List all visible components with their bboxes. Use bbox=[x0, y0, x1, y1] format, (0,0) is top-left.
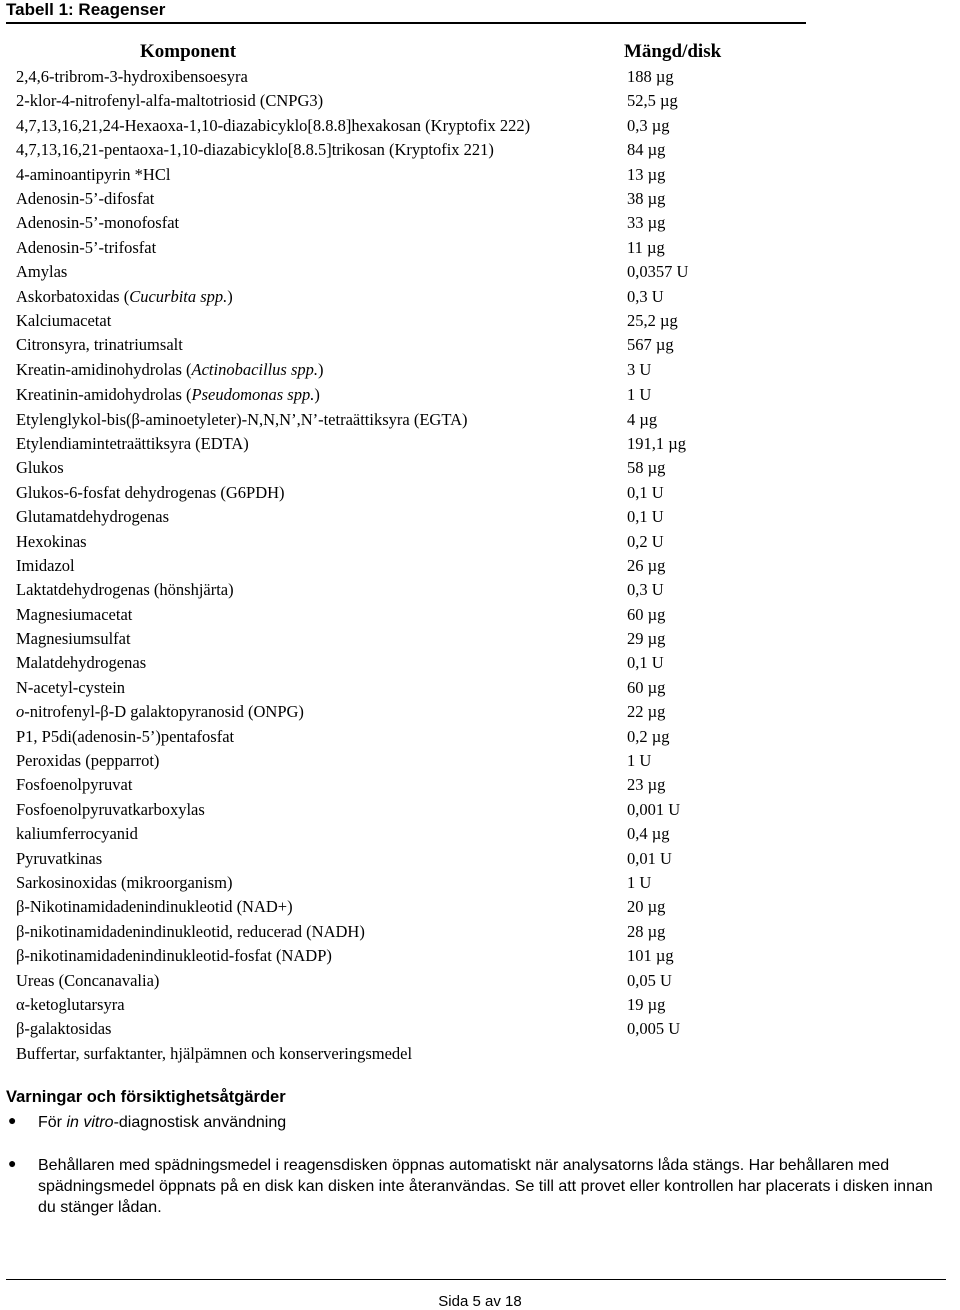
reagent-name: Laktatdehydrogenas (hönshjärta) bbox=[16, 580, 234, 600]
reagent-name: 4,7,13,16,21,24-Hexaoxa-1,10-diazabicyklo[8.8.8]hexakosan (Kryptofix 222) bbox=[16, 115, 531, 135]
reagent-amount: 60 µg bbox=[627, 677, 666, 697]
reagent-amount: 0,3 µg bbox=[627, 115, 670, 135]
reagent-amount: 0,001 U bbox=[627, 799, 681, 819]
reagent-amount: 19 µg bbox=[627, 994, 666, 1014]
table-row bbox=[0, 410, 960, 434]
bullet-icon: ● bbox=[8, 1112, 17, 1128]
reagent-name: β-nikotinamidadenindinukleotid-fosfat (NADP) bbox=[16, 946, 332, 966]
reagent-name: Etylenglykol-bis(β-aminoetyleter)-N,N,N’,N’-tetraättiksyra (EGTA) bbox=[16, 409, 468, 429]
warnings-title: Varningar och försiktighetsåtgärder bbox=[6, 1088, 286, 1106]
table-row bbox=[0, 556, 960, 580]
warning-text-1: För in vitro-diagnostisk användning bbox=[38, 1114, 287, 1131]
reagent-amount: 22 µg bbox=[627, 702, 666, 722]
reagent-amount: 84 µg bbox=[627, 140, 666, 160]
reagent-amount: 0,3 U bbox=[627, 580, 664, 600]
reagent-amount: 0,1 U bbox=[627, 482, 664, 502]
table-row bbox=[0, 629, 960, 653]
reagent-amount: 1 U bbox=[627, 385, 652, 405]
table-row bbox=[0, 751, 960, 775]
reagent-amount: 0,1 U bbox=[627, 653, 664, 673]
reagent-amount: 0,2 µg bbox=[627, 726, 670, 746]
reagent-name: Peroxidas (pepparrot) bbox=[16, 751, 160, 771]
reagent-amount: 567 µg bbox=[627, 335, 674, 355]
reagent-amount: 1 U bbox=[627, 873, 652, 892]
reagent-name: Askorbatoxidas (Cucurbita spp.) bbox=[16, 286, 233, 306]
table-row bbox=[0, 434, 960, 458]
table-row bbox=[0, 287, 960, 311]
table-row bbox=[0, 849, 960, 873]
reagent-name: 4,7,13,16,21-pentaoxa-1,10-diazabicyklo[8.8.5]trikosan (Kryptofix 221) bbox=[16, 140, 494, 160]
reagent-name: P1, P5di(adenosin-5’)pentafosfat bbox=[16, 726, 235, 746]
reagent-name: Magnesiumsulfat bbox=[16, 629, 131, 649]
reagent-name: Glukos bbox=[16, 458, 64, 478]
reagent-name: Imidazol bbox=[16, 555, 75, 575]
reagent-amount: 26 µg bbox=[627, 555, 666, 575]
reagent-name: 4-aminoantipyrin *HCl bbox=[16, 164, 171, 184]
table-row bbox=[0, 238, 960, 262]
table-row bbox=[0, 678, 960, 702]
reagent-amount: 3 U bbox=[627, 359, 652, 379]
reagent-amount: 38 µg bbox=[627, 188, 666, 208]
table-row bbox=[0, 995, 960, 1019]
reagent-name: 2,4,6-tribrom-3-hydroxibensoesyra bbox=[16, 67, 248, 86]
reagent-amount: 29 µg bbox=[627, 629, 666, 649]
table-row bbox=[0, 1044, 960, 1068]
reagent-amount: 0,01 U bbox=[627, 848, 672, 868]
table-row bbox=[0, 605, 960, 629]
table-row bbox=[0, 824, 960, 848]
reagent-name: β-galaktosidas bbox=[16, 1019, 112, 1039]
column-header-amount: Mängd/disk bbox=[624, 41, 722, 62]
column-header-component: Komponent bbox=[140, 41, 237, 62]
title-divider bbox=[6, 22, 806, 24]
table-row bbox=[0, 800, 960, 824]
reagent-name: Citronsyra, trinatriumsalt bbox=[16, 335, 183, 355]
reagent-amount: 60 µg bbox=[627, 604, 666, 624]
table-row bbox=[0, 335, 960, 359]
reagent-name: Adenosin-5’-difosfat bbox=[16, 188, 155, 208]
reagent-amount: 0,2 U bbox=[627, 531, 664, 551]
reagent-name: Adenosin-5’-monofosfat bbox=[16, 213, 180, 233]
reagent-amount: 58 µg bbox=[627, 458, 666, 478]
table-row bbox=[0, 213, 960, 237]
reagent-amount: 4 µg bbox=[627, 409, 658, 429]
reagent-name: Kalciumacetat bbox=[16, 310, 112, 330]
reagent-amount: 0,05 U bbox=[627, 970, 672, 990]
table-row bbox=[0, 775, 960, 799]
reagent-amount: 25,2 µg bbox=[627, 310, 678, 330]
footer-divider bbox=[6, 1279, 946, 1280]
reagent-amount: 33 µg bbox=[627, 213, 666, 233]
table-row bbox=[0, 91, 960, 115]
reagent-name: β-Nikotinamidadenindinukleotid (NAD+) bbox=[16, 897, 293, 917]
reagent-amount: 52,5 µg bbox=[627, 91, 678, 111]
reagent-amount: 0,1 U bbox=[627, 507, 664, 527]
table-row bbox=[0, 262, 960, 286]
table-row bbox=[0, 702, 960, 726]
reagent-amount: 0,0357 U bbox=[627, 262, 689, 282]
reagent-name: Ureas (Concanavalia) bbox=[16, 970, 160, 990]
table-row bbox=[0, 1019, 960, 1043]
reagent-amount: 28 µg bbox=[627, 921, 666, 941]
reagent-name: Malatdehydrogenas bbox=[16, 653, 147, 673]
table-row bbox=[0, 311, 960, 335]
reagent-amount: 1 U bbox=[627, 751, 652, 771]
table-row bbox=[0, 458, 960, 482]
reagent-name: 2-klor-4-nitrofenyl-alfa-maltotriosid (CNPG3) bbox=[16, 91, 324, 111]
reagent-amount: 191,1 µg bbox=[627, 433, 687, 453]
page-number: Sida 5 av 18 bbox=[438, 1293, 522, 1310]
table-row bbox=[0, 873, 960, 897]
reagent-amount: 101 µg bbox=[627, 946, 674, 966]
reagent-amount: 11 µg bbox=[627, 237, 665, 257]
reagent-name: Kreatinin-amidohydrolas (Pseudomonas spp.) bbox=[16, 385, 320, 405]
table-row bbox=[0, 653, 960, 677]
table-row bbox=[0, 507, 960, 531]
table-row bbox=[0, 727, 960, 751]
reagent-name: Sarkosinoxidas (mikroorganism) bbox=[16, 873, 233, 892]
table-row bbox=[0, 140, 960, 164]
reagent-name: Magnesiumacetat bbox=[16, 604, 133, 624]
warning-text-2: Behållaren med spädningsmedel i reagensdisken öppnas automatiskt när analysatorns låda stängs. Har behållaren med spädningsmedel öppnats på en disk kan disken inte återanvändas. Se till att provet eller kontrollen har placerats i disken innan du stänger lådan. bbox=[38, 1157, 933, 1216]
reagent-amount: 20 µg bbox=[627, 897, 666, 917]
reagent-name: α-ketoglutarsyra bbox=[16, 994, 125, 1014]
reagent-name: Fosfoenolpyruvatkarboxylas bbox=[16, 799, 205, 819]
table-row bbox=[0, 971, 960, 995]
table-row bbox=[0, 532, 960, 556]
table-title: Tabell 1: Reagenser bbox=[6, 0, 166, 19]
reagent-name: Kreatin-amidinohydrolas (Actinobacillus spp.) bbox=[16, 359, 324, 379]
reagent-name: N-acetyl-cystein bbox=[16, 677, 126, 697]
table-row bbox=[0, 67, 960, 91]
bullet-icon: ● bbox=[8, 1155, 17, 1171]
reagent-name: Amylas bbox=[16, 262, 68, 282]
table-row bbox=[0, 189, 960, 213]
table-row bbox=[0, 165, 960, 189]
reagent-name: Glutamatdehydrogenas bbox=[16, 507, 170, 527]
reagent-name: β-nikotinamidadenindinukleotid, reducerad (NADH) bbox=[16, 921, 365, 941]
reagent-amount: 0,005 U bbox=[627, 1019, 681, 1039]
reagent-amount: 23 µg bbox=[627, 775, 666, 795]
reagent-name: Etylendiamintetraättiksyra (EDTA) bbox=[16, 433, 249, 453]
table-row bbox=[0, 922, 960, 946]
reagent-name: Adenosin-5’-trifosfat bbox=[16, 237, 157, 257]
reagent-name: kaliumferrocyanid bbox=[16, 824, 138, 844]
reagent-table bbox=[0, 67, 960, 1068]
reagent-name: Pyruvatkinas bbox=[16, 848, 103, 868]
table-row bbox=[0, 946, 960, 970]
reagent-amount: 188 µg bbox=[627, 67, 674, 86]
reagent-name: Buffertar, surfaktanter, hjälpämnen och konserveringsmedel bbox=[16, 1043, 413, 1063]
reagent-amount: 13 µg bbox=[627, 164, 666, 184]
table-row bbox=[0, 385, 960, 409]
reagent-name: Fosfoenolpyruvat bbox=[16, 775, 133, 795]
table-row bbox=[0, 897, 960, 921]
reagent-amount: 0,4 µg bbox=[627, 824, 670, 844]
reagent-name: Glukos-6-fosfat dehydrogenas (G6PDH) bbox=[16, 482, 285, 502]
reagent-amount: 0,3 U bbox=[627, 286, 664, 306]
reagent-name: o-nitrofenyl-β-D galaktopyranosid (ONPG) bbox=[16, 702, 304, 722]
table-row bbox=[0, 483, 960, 507]
table-row bbox=[0, 116, 960, 140]
table-row bbox=[0, 360, 960, 386]
table-row bbox=[0, 580, 960, 604]
reagent-name: Hexokinas bbox=[16, 531, 87, 551]
